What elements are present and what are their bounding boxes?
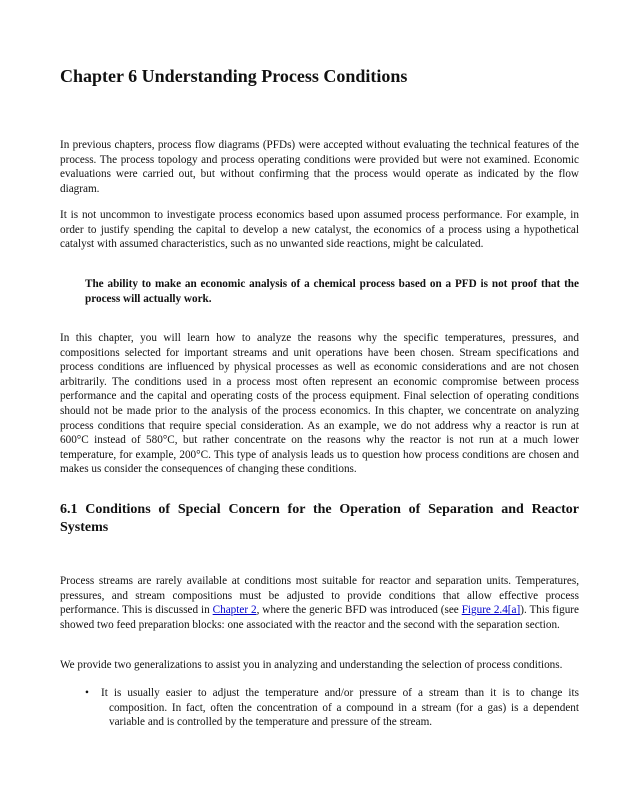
para4-text-middle: , where the generic BFD was introduced (see	[256, 604, 462, 617]
economics-paragraph: It is not uncommon to investigate process economics based upon assumed process performance. For example, in order to justify spending the capital to develop a new catalyst, the economics of a process using a hypothetical catalyst with assumed characteristics, such as no unwanted side reactions, might be calculated.	[60, 209, 579, 251]
figure-2-4a-link[interactable]: Figure 2.4[a]	[461, 604, 521, 617]
chapter-2-link[interactable]: Chapter 2	[212, 604, 257, 617]
intro-paragraph: In previous chapters, process flow diagrams (PFDs) were accepted without evaluating the technical features of the process. The process topology and process operating conditions were provided but were not examined. Economic evaluations were carried out, but without confirming that the process would operate as indicated by the flow diagram.	[60, 139, 579, 195]
bullet-icon: •	[85, 687, 89, 699]
para4-text-start: Process streams are rarely available at conditions most suitable for reactor and separation units. Temperatures, pressures, and stream compositions must be adjusted to provide conditions that allow effective process performance. This is discussed in	[60, 575, 579, 617]
chapter-title: Chapter 6 Understanding Process Conditions	[60, 66, 408, 86]
process-streams-paragraph	[60, 574, 579, 632]
chapter-overview-paragraph: In this chapter, you will learn how to analyze the reasons why the specific temperatures, pressures, and compositions selected for important streams and unit operations have been chosen. Stream specifications and process conditions are influenced by physical processes as well as economic considerations and are not chosen arbitrarily. The conditions used in a process most often represent an economic compromise between process performance and the capital and operating costs of the process equipment. Final selection of operating conditions should not be made prior to the analysis of the process economics. In this chapter, we concentrate on analyzing process conditions that require special consideration. As an example, we do not address why a reactor is run at 600°C instead of 580°C, but rather concentrate on the reasons why the reactor is not run at a much lower temperature, for example, 200°C. This type of analysis leads us to question how process conditions are chosen and makes us consider the consequences of changing these conditions.	[60, 332, 579, 476]
key-statement: The ability to make an economic analysis of a chemical process based on a PFD is not proof that the process will actually work.	[85, 278, 579, 305]
bullet-list-item	[85, 686, 579, 730]
section-heading: 6.1 Conditions of Special Concern for the Operation of Separation and Reactor Systems	[60, 502, 579, 535]
generalizations-paragraph: We provide two generalizations to assist you in analyzing and understanding the selection of process conditions.	[60, 659, 563, 671]
bullet-text: It is usually easier to adjust the temperature and/or pressure of a stream than it is to change its composition. In fact, often the concentration of a compound in a stream (for a gas) is a dependent variable and is controlled by the temperature and pressure of the stream.	[101, 687, 579, 729]
para4-text-end: ). This figure showed two feed preparation blocks: one associated with the reactor and the second with the separation section.	[60, 604, 579, 631]
